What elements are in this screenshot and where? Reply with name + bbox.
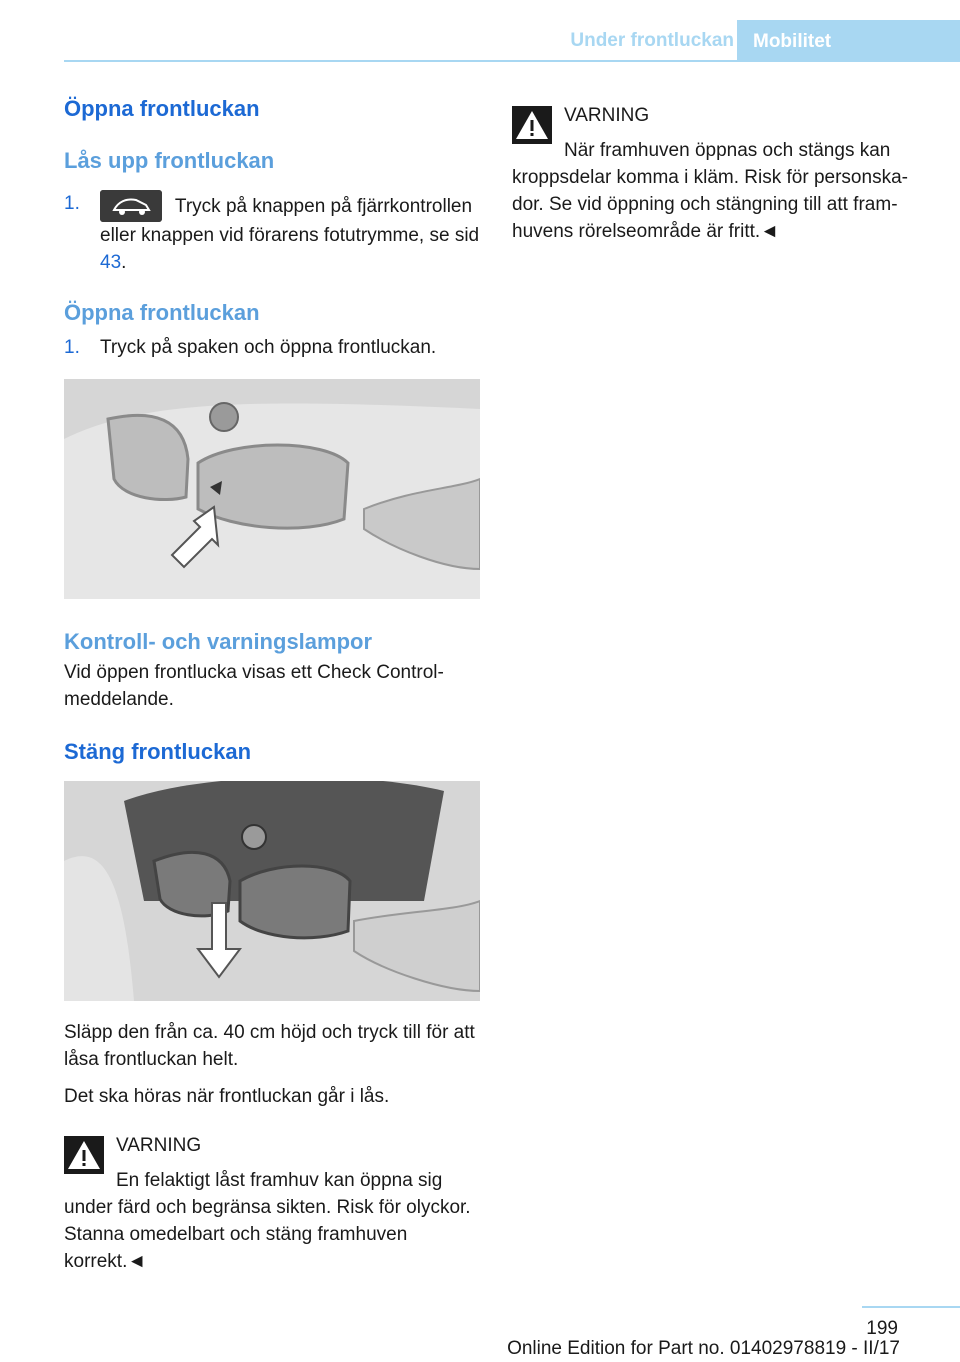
figure-hood-release-lever xyxy=(64,379,480,599)
step-number: 1. xyxy=(64,193,80,214)
open-step xyxy=(64,334,480,361)
warning-box-close xyxy=(64,1132,480,1275)
unlock-step-text: Tryck på knappen på fjärrkontrollen eller knappen vid förarens fotutrymme, se sid xyxy=(100,196,480,246)
warning-line-1: När framhuven öppnas och stängs kan xyxy=(564,140,891,161)
page-number: 199 xyxy=(866,1318,898,1339)
section-title-open-hood: Öppna frontluckan xyxy=(64,96,260,121)
lamps-text: Vid öppen frontlucka visas ett Check Control-meddelande. xyxy=(64,662,444,710)
warning-text: kroppsdelar komma i kläm. Risk för personskador. Se vid öppning och stängning till att framhuvens rörelseområde är fritt.◄ xyxy=(512,167,908,242)
right-column xyxy=(512,96,927,245)
open-hood-button-icon xyxy=(100,190,162,222)
unlock-step xyxy=(64,190,480,276)
unlock-step-end: . xyxy=(121,252,127,273)
header-section-title: Under frontluckan xyxy=(570,30,734,51)
left-column xyxy=(64,96,480,1275)
warning-line-1: En felaktigt låst framhuv kan öppna sig xyxy=(116,1170,443,1191)
step-number: 1. xyxy=(64,337,80,358)
heading-close-hood: Stäng frontluckan xyxy=(64,739,252,764)
footer-edition: Online Edition for Part no. 01402978819 - II/17 xyxy=(507,1338,900,1359)
warning-heading: VARNING xyxy=(116,1135,202,1156)
warning-triangle-icon xyxy=(64,1136,104,1174)
warning-triangle-icon xyxy=(512,106,552,144)
page-link-43[interactable]: 43 xyxy=(100,252,122,273)
heading-indicator-lamps: Kontroll- och varningslampor xyxy=(64,629,373,654)
open-step-text: Tryck på spaken och öppna frontluckan. xyxy=(100,337,437,358)
figure-closing-hood xyxy=(64,781,480,1001)
close-text-2: Det ska höras när frontluckan går i lås. xyxy=(64,1086,390,1107)
header-chapter-tab: Mobilitet xyxy=(737,20,960,62)
page-number-rule xyxy=(862,1306,960,1308)
heading-unlock-hood: Lås upp frontluckan xyxy=(64,148,275,173)
header-rule xyxy=(64,60,960,62)
warning-box-open xyxy=(512,102,927,245)
warning-text: under färd och begränsa sikten. Risk för olyckor. Stanna omedelbart och stäng framhuven korrekt.◄ xyxy=(64,1197,471,1272)
close-text-1: Släpp den från ca. 40 cm höjd och tryck till för att låsa frontluckan helt. xyxy=(64,1022,475,1070)
heading-open-hood: Öppna frontluckan xyxy=(64,300,260,325)
warning-heading: VARNING xyxy=(564,105,650,126)
